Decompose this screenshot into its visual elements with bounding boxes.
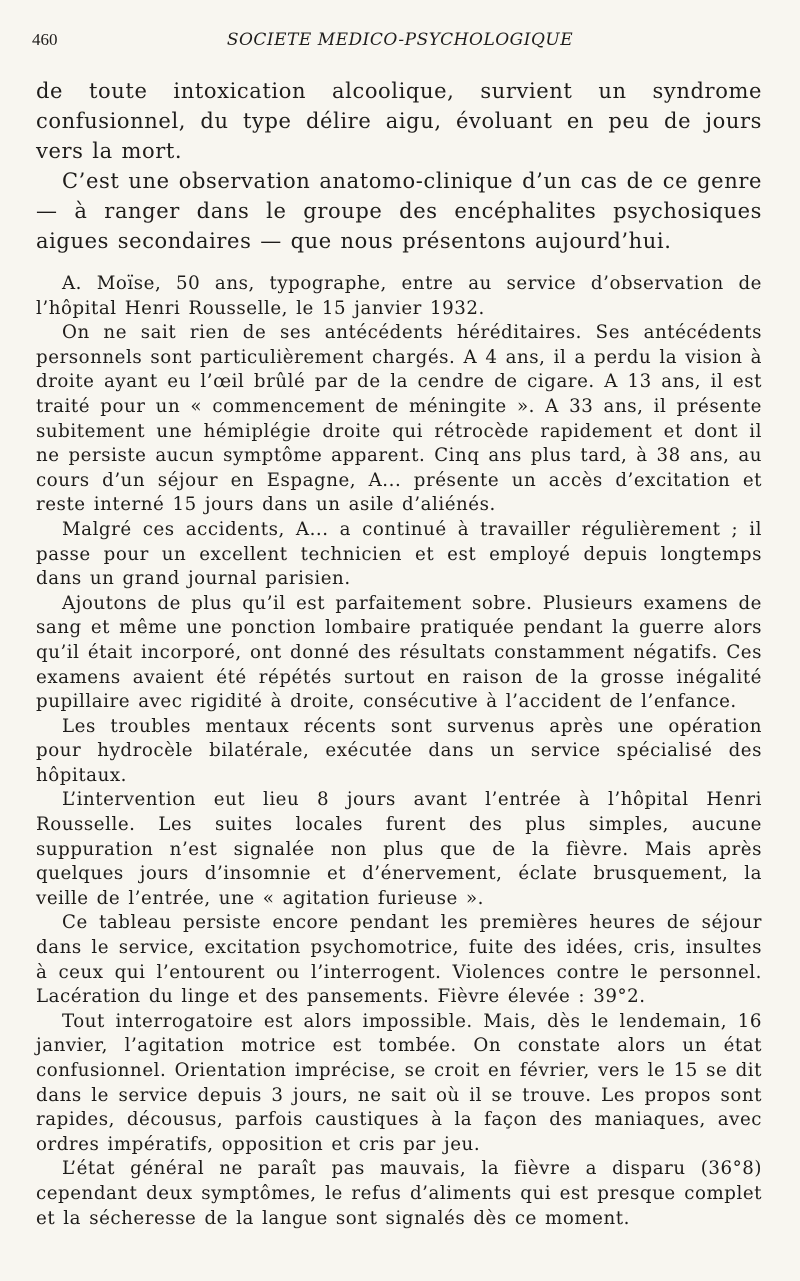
- paragraph: Ce tableau persiste encore pendant les premières heures de séjour dans le service, excitation psychomotrice, fuite des idées, cris, insultes à ceux qui l’entourent ou l’interrogent. Violences contre le personnel. Lacération du linge et des pansements. Fièvre élevée : 39°2.: [36, 912, 762, 1008]
- paragraph: Tout interrogatoire est alors impossible. Mais, dès le lendemain, 16 janvier, l’agitation motrice est tombée. On constate alors un état confusionnel. Orientation imprécise, se croit en février, vers le 15 se dit dans le service depuis 3 jours, ne sait où il se trouve. Les propos sont rapides, décousus, parfois caustiques à la façon des maniaques, avec ordres impératifs, opposition et cris par jeu.: [36, 1010, 762, 1155]
- paragraph: A. Moïse, 50 ans, typographe, entre au service d’observation de l’hôpital Henri Rousselle, le 15 janvier 1932.: [36, 273, 762, 319]
- running-title: SOCIETE MEDICO-PSYCHOLOGIQUE: [226, 30, 574, 50]
- case-observation: [36, 272, 762, 1231]
- paragraph: On ne sait rien de ses antécédents héréditaires. Ses antécédents personnels sont particulièrement chargés. A 4 ans, il a perdu la vision à droite ayant eu l’œil brûlé par de la cendre de cigare. A 13 ans, il est traité pour un « commencement de méningite ». A 33 ans, il présente subitement une hémiplégie droite qui rétrocède rapidement et dont il ne persiste aucun symptôme apparent. Cinq ans plus tard, à 38 ans, au cours d’un séjour en Espagne, A... présente un accès d’excitation et reste interné 15 jours dans un asile d’aliénés.: [36, 322, 762, 516]
- paragraph: Les troubles mentaux récents sont survenus après une opération pour hydrocèle bilatérale, exécutée dans un service spécialisé des hôpitaux.: [36, 715, 762, 786]
- paragraph: de toute intoxication alcoolique, survient un syndrome confusionnel, du type délire aigu, évoluant en peu de jours vers la mort.: [36, 79, 762, 163]
- paragraph: C’est une observation anatomo-clinique d’un cas de ce genre — à ranger dans le groupe des encéphalites psychosiques aigues secondaires — que nous présentons aujourd’hui.: [36, 169, 762, 253]
- paragraph: Malgré ces accidents, A... a continué à travailler régulièrement ; il passe pour un excellent technicien et est employé depuis longtemps dans un grand journal parisien.: [36, 518, 762, 590]
- paragraph: L’état général ne paraît pas mauvais, la fièvre a disparu (36°8) cependant deux symptômes, le refus d’aliments qui est presque complet et la sécheresse de la langue sont signalés dès ce moment.: [36, 1158, 762, 1229]
- intro-section: [36, 76, 762, 256]
- page-header: [32, 30, 768, 56]
- paragraph: Ajoutons de plus qu’il est parfaitement sobre. Plusieurs examens de sang et même une ponction lombaire pratiquée pendant la guerre alors qu’il était incorporé, ont donné des résultats constamment négatifs. Ces examens avaient été répétés surtout en raison de la grosse inégalité pupillaire avec rigidité à droite, consécutive à l’accident de l’enfance.: [36, 592, 762, 713]
- page-body: [36, 76, 762, 1231]
- page-number: 460: [32, 30, 58, 49]
- paragraph: L’intervention eut lieu 8 jours avant l’entrée à l’hôpital Henri Rousselle. Les suites locales furent des plus simples, aucune suppuration n’est signalée non plus que de la fièvre. Mais après quelques jours d’insomnie et d’énervement, éclate brusquement, la veille de l’entrée, une « agitation furieuse ».: [36, 789, 762, 909]
